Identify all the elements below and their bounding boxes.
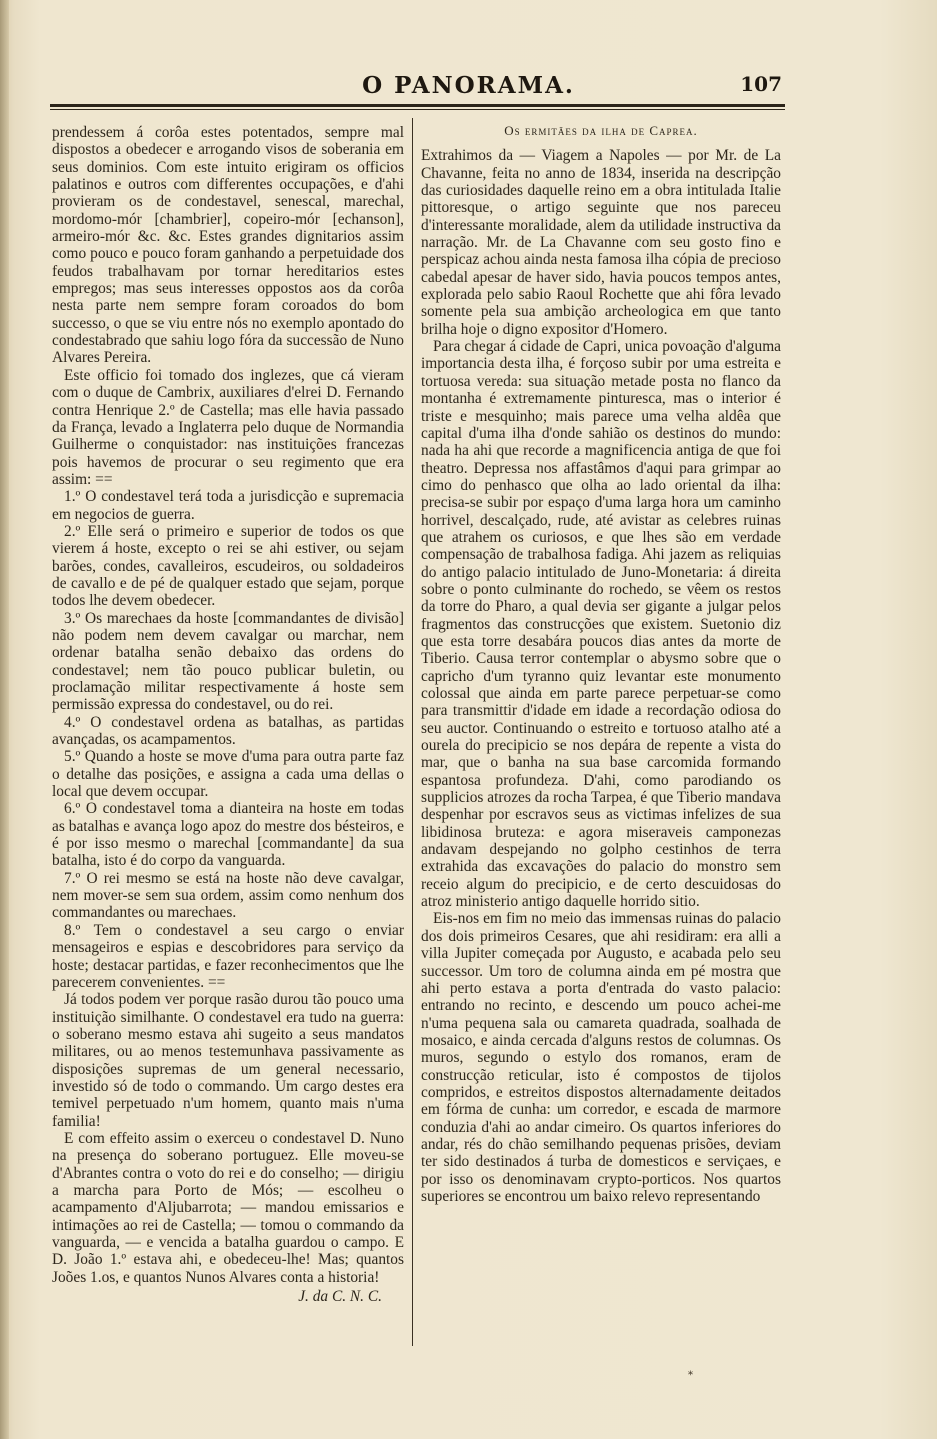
paragraph: Para chegar á cidade de Capri, unica povoação d'alguma importancia desta ilha, é forçoso subir por uma estreita e tortuosa vereda: sua situação metade posta no flanco da montanha é extremamente pinturesca, mas o interior é triste e mesquinho; mais parece uma velha aldêa que capital d'uma ilha d'onde sahião os destinos do mundo: nada ha ahi que recorde a magnificencia antiga de que foi theatro. Depressa nos affastâmos d'aqui para grimpar ao cimo do penhasco que olha ao lado oriental da ilha: precisa-se subir por espaço d'uma larga hora um caminho horrivel, descalçado, rude, até avistar as celebres ruinas que atrahem os curiosos, e que lhes são em verdade compensação de trabalhosa fadiga. Ahi jazem as reliquias do antigo palacio intitulado de Juno-Monetaria: á direita sobre o ponto culminante do rochedo, se vêem os restos da torre do Pharo, a qual devia ser gigante a julgar pelos fragmentos das construcções que existem. Suetonio diz que esta torre desabára poucos dias antes da morte de Tiberio. Causa terror contemplar o abysmo sobre que o capricho d'um tyranno quiz levantar este monumento colossal que ainda em parte parece perpetuar-se como para transmittir d'idade em idade a recordação odiosa do seu auctor. Continuando o estreito e tortuoso atalho até a ourela do precipicio se nos depára de repente a vista do mar, que o banha na sua base carcomida formando espantosa profundeza. D'ahi, como parodiando os supplicios atrozes da rocha Tarpea, é que Tiberio mandava despenhar por escravos seus as victimas infelizes de sua libidinosa bruteza: e agora miseraveis camponezas andavam despejando no golpho cestinhos de terra extrahida das excavações do palacio do monstro sem receio algum do precipicio, e de certo descuidosas do atroz ministerio antigo daquelle horrido sitio.	[421, 338, 781, 911]
paragraph: E com effeito assim o exerceu o condestavel D. Nuno na presença do soberano portuguez. Elle moveu-se d'Abrantes contra o voto do rei e do conselho; — dirigiu a marcha para Porto de Mós; — escolheu o acampamento d'Aljubarrota; — mandou emissarios e intimações ao rei de Castella; — tomou o commando da vanguarda, — e vencida a batalha guardou o campo. E D. João 1.º estava ahi, e obedeceu-lhe! Mas; quantos Joões 1.os, e quantos Nunos Alvares conta a historia!	[52, 1129, 404, 1286]
regiment-item: 3.º Os marechaes da hoste [commandantes de divisão] não podem nem devem cavalgar ou marchar, nem ordenar batalha senão debaixo das ordens do condestavel; nem tão pouco publicar buletin, ou proclamação militar respectivamente á hoste sem permissão expressa do condestavel, ou do rei.	[52, 609, 404, 714]
column-divider	[412, 118, 413, 1346]
regiment-item: 5.º Quando a hoste se move d'uma para outra parte faz o detalhe das posições, e assigna a cada uma dellas o local que devem occupar.	[52, 748, 404, 801]
regiment-item: 2.º Elle será o primeiro e superior de todos os que vierem á hoste, excepto o rei se ahi estiver, ou sejam barões, condes, cavalleiros, escudeiros, ou soldadeiros de cavallo e de pé de qualquer estado que sejam, porque todos lhe devem obedecer.	[52, 522, 404, 610]
paragraph: Já todos podem ver porque rasão durou tão pouco uma instituição similhante. O condestavel era tudo na guerra: o soberano mesmo estava ahi sugeito a seus mandatos militares, ou ao menos testemunhava passivamente as disposições supremas de um general necessario, investido só de todo o commando. Um cargo destes era temivel perpetuado n'um homem, quanto mais n'uma familia!	[52, 991, 404, 1130]
regiment-item: 1.º O condestavel terá toda a jurisdicção e supremacia em negocios de guerra.	[52, 488, 404, 523]
header-rule-thin	[50, 109, 785, 110]
signature-mark: *	[688, 1370, 693, 1381]
left-column	[52, 124, 404, 1305]
regiment-item: 7.º O rei mesmo se está na hoste não deve cavalgar, nem mover-se sem sua ordem, assim como nenhum dos commandantes ou marechaes.	[52, 869, 404, 922]
article-title: Os ermitães da ilha de Caprea.	[504, 123, 698, 138]
binding-edge	[0, 0, 9, 1439]
paragraph: Este officio foi tomado dos inglezes, que cá vieram com o duque de Cambrix, auxiliares d'elrei D. Fernando contra Henrique 2.º de Castella; mas elle havia passado da França, levado a Inglaterra pelo duque de Normandia Guilherme o conquistador: nas instituições francezas pois havemos de procurar o seu regimento que era assim: ==	[52, 366, 404, 488]
page-number: 107	[740, 72, 782, 96]
regiment-item: 8.º Tem o condestavel a seu cargo o enviar mensageiros e espias e descobridores para serviço da hoste; destacar partidas, e fazer reconhecimentos que lhe parecerem convenientes. ==	[52, 921, 404, 991]
paragraph: Extrahimos da — Viagem a Napoles — por Mr. de La Chavanne, feita no anno de 1834, inserida na descripção das curiosidades daquelle reino em a obra intitulada Italie pittoresque, o artigo seguinte que nos pareceu d'interessante moralidade, alem da utilidade instructiva da narração. Mr. de La Chavanne com seu gosto fino e perspicaz achou ainda nesta famosa ilha cópia de precioso cabedal apesar de haver sido, havia poucos tempos antes, explorada pelo sabio Raoul Rochette que ahi fôra levado somente pela sua ambição archeologica em que tanto brilha hoje o digno expositor d'Homero.	[421, 147, 781, 338]
header-rule-thick	[50, 104, 785, 107]
regiment-item: 4.º O condestavel ordena as batalhas, as partidas avançadas, os acampamentos.	[52, 713, 404, 749]
page-title: O PANORAMA.	[362, 72, 575, 99]
paragraph: Eis-nos em fim no meio das immensas ruinas do palacio dos dois primeiros Cesares, que ahi residiram: era alli a villa Jupiter começada por Augusto, e acabada pelo seu successor. Um toro de columna ainda em pé mostra que ahi perto estava a porta d'entrada do vasto palacio: entrando no recinto, e descendo um pouco achei-me n'uma pequena sala ou camareta quadrada, soalhada de mosaico, e ainda cercada d'alguns restos de columnas. Os muros, segundo o estylo dos romanos, eram de construcção reticular, isto é compostos de tijolos compridos, e estreitos dispostos alternadamente deitados em fórma de cunha: um corredor, e escada de marmore conduzia d'ahi ao andar cimeiro. Os quartos inferiores do andar, rés do chão semilhando pequenas prisões, deviam ter sido destinados á turba de domesticos e serviçaes, e por isso os denominavam crypto-porticos. Nos quartos superiores se encontrou um baixo relevo representando	[421, 910, 781, 1205]
right-column	[421, 124, 781, 1205]
regiment-item: 6.º O condestavel toma a dianteira na hoste em todas as batalhas e avança logo apoz do mestre dos bésteiros, e é por isso mesmo o marechal [commandante] da sua batalha, isto é do corpo da vanguarda.	[52, 800, 404, 870]
author-signature: J. da C. N. C.	[298, 1288, 382, 1306]
paragraph: prendessem á corôa estes potentados, sempre mal dispostos a obedecer e arrogando visos de soberania em seus dominios. Com este intuito erigiram os officios palatinos e outros com differentes occupações, e d'ahi provieram os de condestavel, senescal, marechal, mordomo-mór [chambrier], copeiro-mór [echanson], armeiro-mór &c. &c. Estes grandes dignitarios assim como pouco e pouco foram ganhando a perpetuidade dos feudos trabalhavam por tornar hereditarios estes empregos; mas seus interesses oppostos aos da corôa nesta parte nem sempre foram coroados do bom successo, o que se viu entre nós no exemplo apontado do condestabrado que sahiu logo fóra da successão de Nuno Alvares Pereira.	[52, 124, 404, 367]
